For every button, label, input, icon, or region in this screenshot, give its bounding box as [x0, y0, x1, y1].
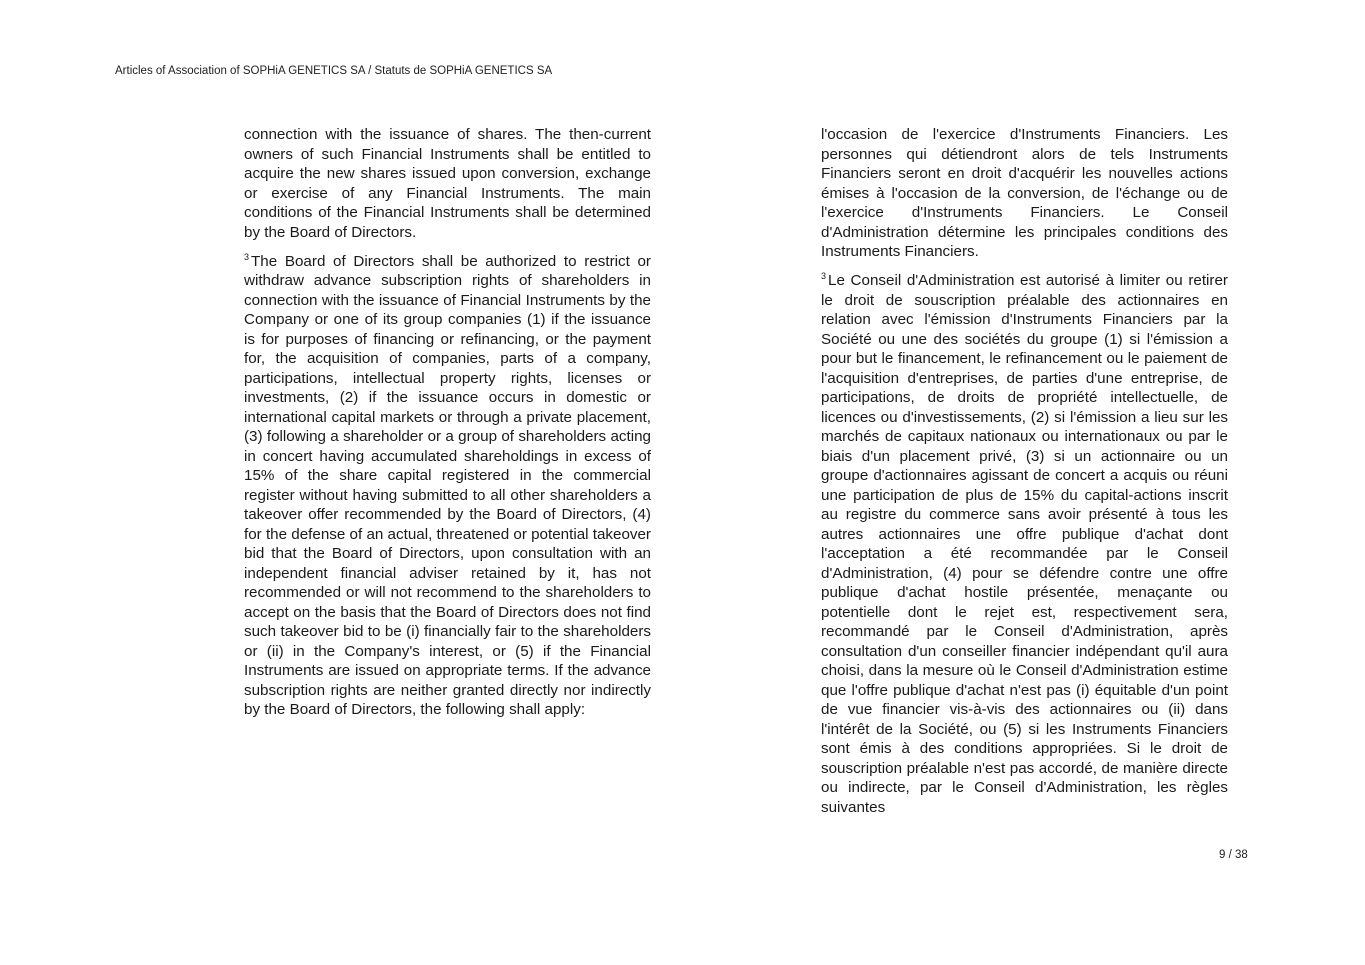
english-paragraph-3-text: The Board of Directors shall be authorized to restrict or withdraw advance subscription rights of shareholders in connection with the issuance of Financial Instruments by the Company or one of its group companies (1) if the issuance is for purposes of financing or refinancing, or the payment for, the acquisition of companies, parts of a company, participations, intellectual property rights, licenses or investments, (2) if the issuance occurs in domestic or international capital markets or through a private placement, (3) following a shareholder or a group of shareholders acting in concert having accumulated shareholdings in excess of 15% of the share capital registered in the commercial register without having submitted to all other shareholders a takeover offer recommended by the Board of Directors, (4) for the defense of an actual, threatened or potential takeover bid that the Board of Directors, upon consultation with an independent financial adviser retained by it, has not recommended or will not recommend to the shareholders to accept on the basis that the Board of Directors does not find such takeover bid to be (i) financially fair to the shareholders or (ii) in the Company's interest, or (5) if the Financial Instruments are issued on appropriate terms. If the advance subscription rights are neither granted directly nor indirectly by the Board of Directors, the following shall apply:: [244, 252, 651, 718]
english-paragraph-3: [244, 252, 651, 720]
paragraph-number: 3: [244, 251, 250, 262]
page-number: 9 / 38: [1219, 849, 1248, 861]
french-column: [821, 125, 1228, 827]
french-paragraph-3: [821, 271, 1228, 817]
english-column: [244, 125, 651, 729]
page-header: Articles of Association of SOPHiA GENETICS SA / Statuts de SOPHiA GENETICS SA: [115, 65, 553, 77]
paragraph-number: 3: [821, 271, 827, 281]
french-paragraph-continuation: l'occasion de l'exercice d'Instruments Financiers. Les personnes qui détiendront alors de tels Instruments Financiers seront en droit d'acquérir les nouvelles actions émises à l'occasion de la conversion, de l'échange ou de l'exercice d'Instruments Financiers. Le Conseil d'Administration détermine les principales conditions des Instruments Financiers.: [821, 126, 1228, 260]
french-paragraph-3-text: Le Conseil d'Administration est autorisé à limiter ou retirer le droit de souscription préalable des actionnaires en relation avec l'émission d'Instruments Financiers par la Société ou une des sociétés du groupe (1) si l'émission a pour but le financement, le refinancement ou le paiement de l'acquisition d'entreprises, de parties d'une entreprise, de participations, de droits de propriété intellectuelle, de licences ou d'investissements, (2) si l'émission a lieu sur les marchés de capitaux nationaux ou internationaux ou par le biais d'un placement privé, (3) si un actionnaire ou un groupe d'actionnaires agissant de concert a acquis ou réuni une participation de plus de 15% du capital-actions inscrit au registre du commerce sans avoir présenté à tous les autres actionnaires une offre publique d'achat dont l'acceptation a été recommandée par le Conseil d'Administration, (4) pour se défendre contre une offre publique d'achat hostile présentée, menaçante ou potentielle dont le rejet est, respectivement sera, recommandé par le Conseil d'Administration, après consultation d'un conseiller financier indépendant qu'il aura choisi, dans la mesure où le Conseil d'Administration estime que l'offre publique d'achat n'est pas (i) équitable d'un point de vue financier vis-à-vis des actionnaires ou (ii) dans l'intérêt de la Société, ou (5) si les Instruments Financiers sont émis à des conditions appropriées. Si le droit de souscription préalable n'est pas accordé, de manière directe ou indirecte, par le Conseil d'Administration, les règles suivantes: [821, 272, 1228, 816]
english-paragraph-continuation: connection with the issuance of shares. The then-current owners of such Financial Instruments shall be entitled to acquire the new shares issued upon conversion, exchange or exercise of any Financial Instruments. The main conditions of the Financial Instruments shall be determined by the Board of Directors.: [244, 126, 651, 241]
